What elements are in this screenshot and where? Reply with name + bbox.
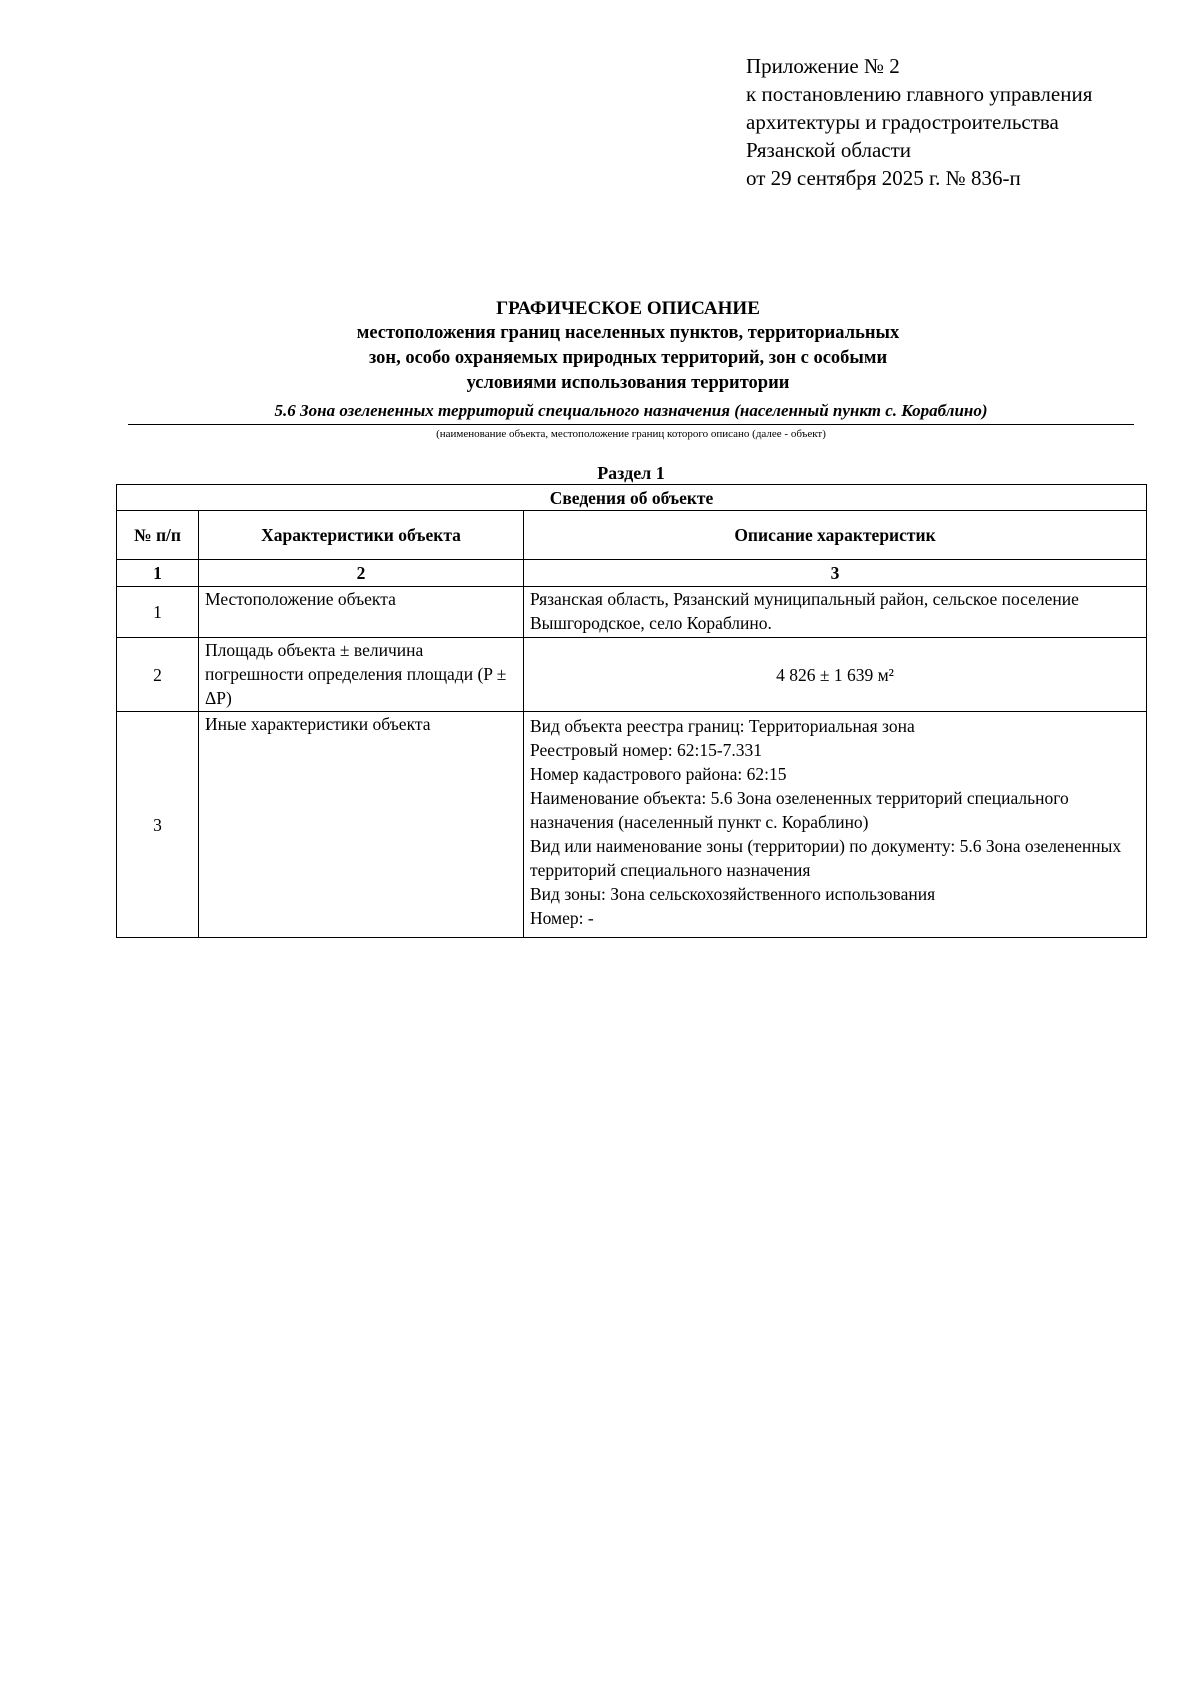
section-title: Раздел 1 (597, 463, 665, 483)
appendix-line: Приложение № 2 (746, 54, 900, 78)
table-index-row (117, 560, 1147, 587)
description-line: Реестровый номер: 62:15-7.331 (530, 740, 763, 760)
document-subtitle-line: зон, особо охраняемых природных территорий, зон с особыми (368, 348, 888, 368)
row-description: Рязанская область, Рязанский муниципальный район, сельское поселение Вышгородское, село Кораблино. (524, 587, 1147, 638)
table-row (117, 587, 1147, 638)
table-header-row (117, 511, 1147, 560)
document-subtitle-line: условиями использования территории (466, 373, 790, 393)
description-line: Номер: - (530, 908, 594, 928)
document-title: ГРАФИЧЕСКОЕ ОПИСАНИЕ (496, 298, 760, 319)
description-line: Наименование объекта: 5.6 Зона озелененных территорий специального назначения (населенный пункт с. Кораблино) (530, 788, 1069, 832)
document-subtitle-line: местоположения границ населенных пунктов, территориальных (356, 323, 900, 343)
appendix-line: от 29 сентября 2025 г. № 836-п (746, 166, 1021, 190)
index-cell: 1 (117, 560, 199, 587)
table-row (117, 712, 1147, 938)
row-number: 2 (117, 638, 199, 712)
description-list (530, 712, 1140, 930)
index-cell: 3 (524, 560, 1147, 587)
table-caption-row (117, 485, 1147, 511)
row-characteristic: Площадь объекта ± величина погрешности определения площади (P ± ΔP) (199, 638, 524, 712)
appendix-line: архитектуры и градостроительства (746, 110, 1059, 134)
description-line: Номер кадастрового района: 62:15 (530, 764, 787, 784)
row-description-list (524, 712, 1147, 938)
object-name: 5.6 Зона озелененных территорий специального назначения (населенный пункт с. Кораблино) (274, 401, 988, 420)
table-row (117, 638, 1147, 712)
row-characteristic: Местоположение объекта (199, 587, 524, 638)
appendix-block (746, 52, 1166, 192)
table-caption: Сведения об объекте (117, 485, 1147, 511)
row-description-area: 4 826 ± 1 639 м² (524, 638, 1147, 712)
header-characteristics: Характеристики объекта (199, 511, 524, 560)
description-line: Вид объекта реестра границ: Территориальная зона (530, 716, 915, 736)
appendix-line: к постановлению главного управления (746, 82, 1093, 106)
document-heading (118, 296, 1138, 396)
object-name-underline (128, 424, 1134, 425)
description-line: Вид или наименование зоны (территории) по документу: 5.6 Зона озелененных территорий специального назначения (530, 836, 1122, 880)
header-description: Описание характеристик (524, 511, 1147, 560)
row-number: 1 (117, 587, 199, 638)
object-caption: (наименование объекта, местоположение границ которого описано (далее - объект) (436, 428, 826, 440)
row-characteristic: Иные характеристики объекта (199, 712, 524, 938)
object-info-table (116, 484, 1147, 938)
description-line: Вид зоны: Зона сельскохозяйственного использования (530, 884, 936, 904)
index-cell: 2 (199, 560, 524, 587)
appendix-line: Рязанской области (746, 138, 912, 162)
header-num: № п/п (117, 511, 199, 560)
row-number: 3 (117, 712, 199, 938)
